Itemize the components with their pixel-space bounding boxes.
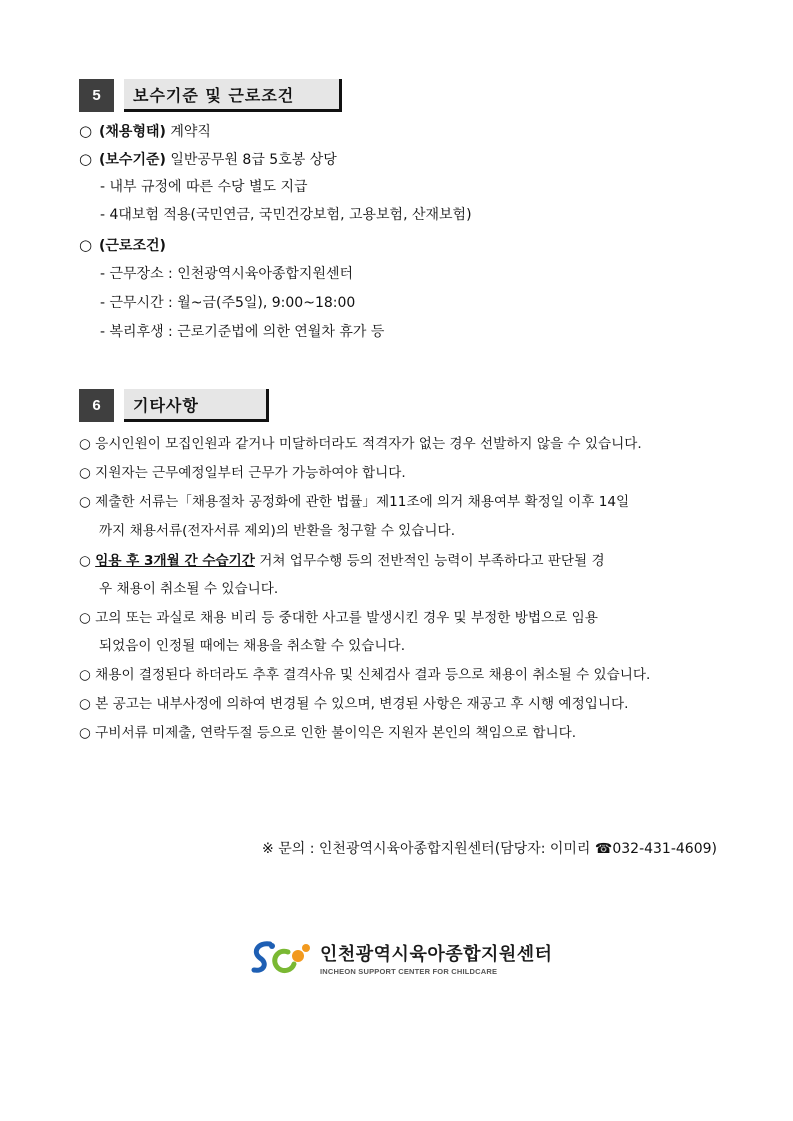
list-subitem: - 4대보험 적용(국민연금, 국민건강보험, 고용보험, 산재보험) bbox=[100, 207, 472, 223]
list-subitem: - 근무장소 : 인천광역시육아종합지원센터 bbox=[100, 266, 354, 282]
organization-logo bbox=[250, 938, 553, 978]
list-item: ○ 본 공고는 내부사정에 의하여 변경될 수 있으며, 변경된 사항은 재공고 후 시행 예정입니다. bbox=[79, 696, 629, 712]
section-5-header bbox=[79, 79, 342, 112]
section-number: 5 bbox=[79, 79, 114, 112]
list-item-continuation: 까지 채용서류(전자서류 제외)의 반환을 청구할 수 있습니다. bbox=[99, 523, 456, 539]
logo-name-en: INCHEON SUPPORT CENTER FOR CHILDCARE bbox=[320, 967, 498, 976]
list-subitem: - 근무시간 : 월~금(주5일), 9:00~18:00 bbox=[100, 295, 356, 311]
list-item: ○ 응시인원이 모집인원과 같거나 미달하더라도 적격자가 없는 경우 선발하지 않을 수 있습니다. bbox=[79, 436, 642, 452]
list-subitem: - 내부 규정에 따른 수당 별도 지급 bbox=[100, 179, 308, 195]
section-number: 6 bbox=[79, 389, 114, 422]
section-title-box bbox=[124, 389, 269, 422]
contact-info: ※ 문의 : 인천광역시육아종합지원센터(담당자: 이미리 ☎032-431-4609) bbox=[262, 841, 717, 857]
probation-emphasis: 임용 후 3개월 간 수습기간 bbox=[95, 553, 255, 569]
section-title: 기타사항 bbox=[133, 395, 199, 415]
list-item: ○ 임용 후 3개월 간 수습기간 거쳐 업무수행 등의 전반적인 능력이 부족하다고 판단될 경 bbox=[79, 553, 605, 569]
section-title: 보수기준 및 근로조건 bbox=[133, 85, 295, 105]
logo-text bbox=[320, 940, 553, 976]
list-item: ○ 구비서류 미제출, 연락두절 등으로 인한 불이익은 지원자 본인의 책임으로 합니다. bbox=[79, 725, 577, 741]
bullet-circle-icon: ○ bbox=[79, 122, 93, 140]
bullet-circle-icon: ○ bbox=[79, 236, 93, 254]
list-subitem: - 복리후생 : 근로기준법에 의한 연월차 휴가 등 bbox=[100, 324, 385, 340]
list-item: ○ (보수기준) 일반공무원 8급 5호봉 상당 bbox=[79, 150, 337, 168]
list-item-continuation: 되었음이 인정될 때에는 채용을 취소할 수 있습니다. bbox=[99, 638, 406, 654]
list-item: ○ 고의 또는 과실로 채용 비리 등 중대한 사고를 발생시킨 경우 및 부정한 방법으로 임용 bbox=[79, 610, 598, 626]
list-item: ○ (채용형태) 계약직 bbox=[79, 122, 211, 140]
list-item: ○ (근로조건) bbox=[79, 236, 166, 254]
list-item-continuation: 우 채용이 취소될 수 있습니다. bbox=[99, 581, 279, 597]
section-6-header bbox=[79, 389, 269, 422]
logo-mark-icon bbox=[250, 938, 312, 978]
section-title-box bbox=[124, 79, 342, 112]
list-item: ○ 채용이 결정된다 하더라도 추후 결격사유 및 신체검사 결과 등으로 채용이 취소될 수 있습니다. bbox=[79, 667, 651, 683]
bullet-circle-icon: ○ bbox=[79, 150, 93, 168]
list-item: ○ 지원자는 근무예정일부터 근무가 가능하여야 합니다. bbox=[79, 465, 406, 481]
logo-name-ko: 인천광역시육아종합지원센터 bbox=[320, 944, 553, 965]
list-item: ○ 제출한 서류는「채용절차 공정화에 관한 법률」제11조에 의거 채용여부 확정일 이후 14일 bbox=[79, 494, 630, 510]
